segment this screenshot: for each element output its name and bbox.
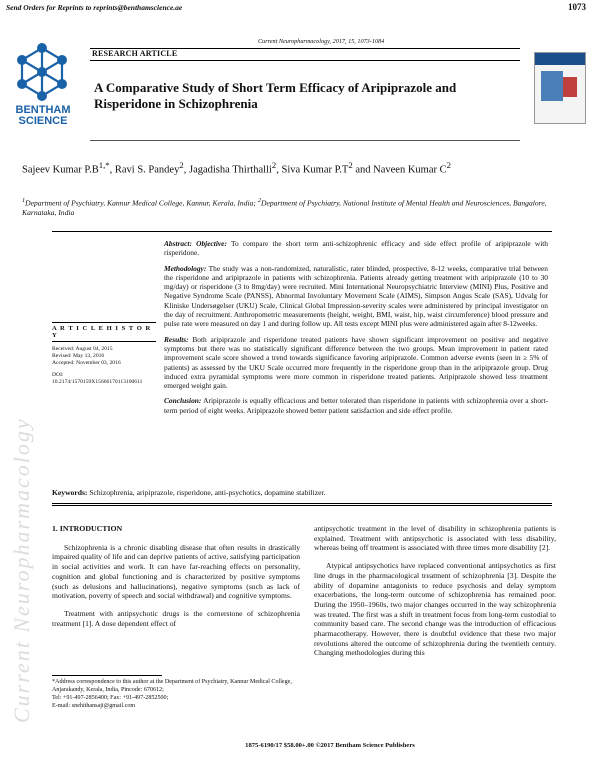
correspondence-footnote [52, 678, 300, 710]
affiliation-2: Department of Psychiatry, National Institute of Mental Health and Neurosciences, Bangalore, Karnataka, India [22, 198, 547, 218]
article-type: RESEARCH ARTICLE [92, 49, 178, 58]
keywords [52, 488, 552, 497]
conclusion-label: Conclusion: [164, 396, 202, 406]
journal-watermark: Current Neuropharmacology [9, 417, 34, 723]
author-name: Jagadisha Thirthalli [188, 164, 272, 176]
body-paragraph: Treatment with antipsychotic drugs is the cornerstone of schizophrenia treatment [1]. A dose dependent effect of [52, 608, 300, 628]
abstract-methodology [164, 264, 548, 329]
doi-label: DOI: [52, 372, 64, 378]
body-paragraph: antipsychotic treatment in the level of disability in schizophrenia patients is explained. Treatment with antipsychotic is associated with less disability, whereas being off treatment is associated with three times more disability [2]. [314, 524, 556, 553]
author-separator: and [352, 164, 374, 176]
reprints-notice: Send Orders for Reprints to reprints@benthamscience.ae [6, 3, 183, 12]
affiliation-1: Department of Psychiatry, Kannur Medical College, Kannur, Kerala, India; [25, 198, 258, 208]
results-text: Both aripiprazole and risperidone treated patients have shown significant improvement on positive and negative symptoms but there was no statistically significant difference between the two groups. Mean improvement in patient rated improvement scale score showed a trend towards significance favoring aripiprazole. Common adverse events (seen in ≥ 5% of patients) as assessed by the UKU Scale occurred more frequently in the risperidone group than in the aripiprazole group. Drug induced extra pyramidal symptoms were more common in risperidone treated patients. Aripiprazole showed less treatment emerged weight gain. [164, 334, 548, 391]
article-history [52, 322, 156, 386]
revised-date: Revised: May 13, 2016 [52, 353, 105, 359]
article-history-heading: A R T I C L E H I S T O R Y [52, 322, 156, 342]
abstract [164, 239, 548, 421]
conclusion-text: Aripiprazole is equally efficacious and better tolerated than risperidone in patients with schizophrenia over a short-term period of eight weeks. Aripiprazole showed better patient satisfaction and side effect profile. [164, 396, 548, 415]
journal-cover-image [534, 52, 586, 124]
author-sup: 1,* [98, 160, 110, 170]
author-separator: , [276, 164, 282, 176]
article-title: A Comparative Study of Short Term Efficacy of Aripiprazole and Risperidone in Schizophrenia [94, 80, 457, 111]
publisher-logo-text [4, 105, 82, 127]
page-number: 1073 [568, 2, 586, 12]
footnote-phone: Tel: +91-497-2856400; Fax: +91-497-2852500; [52, 695, 169, 701]
author-sup: 2 [348, 160, 353, 170]
author-name: Ravi S. Pandey [114, 164, 180, 176]
logo-line-1: BENTHAM [15, 104, 71, 116]
methodology-label: Methodology: [164, 263, 207, 273]
affil-sup: 1 [22, 197, 26, 204]
page-footer: 1875-6190/17 $58.00+.00 ©2017 Bentham Science Publishers [245, 742, 415, 749]
affil-sup: 2 [257, 197, 261, 204]
body-column-left [52, 524, 300, 636]
footnote-address: *Address correspondence to this author at the Department of Psychiatry, Kannur Medical College, Anjarakandy, Kerala, India, Pincode: 670612; [52, 679, 292, 693]
doi [52, 372, 156, 386]
objective-label: Abstract: Objective: [164, 239, 227, 248]
author-sup: 2 [179, 160, 184, 170]
divider [52, 503, 552, 504]
author-name: Siva Kumar P.T [281, 164, 349, 176]
accepted-date: Accepted: November 03, 2016 [52, 360, 121, 366]
author-separator: , [183, 164, 189, 176]
author-sup: 2 [271, 160, 277, 170]
abstract-results [164, 335, 548, 391]
history-dates [52, 346, 156, 367]
body-paragraph: Atypical antipsychotics have replaced conventional antipsychotics as first line drugs in the pharmacological treatment of schizophrenia [3]. Despite the ability of dopamine antagonists to reduce psychosis and delay symptom exacerbations, the long-term outcome of schizophrenia has remained poor. During the 1950–1960s, two major changes occurred in the way schizophrenia was treated. The first was a shift in treatment focus from long-term custodial to community based care. The second change was the introduction of efficacious pharmacotherapy. However, there is doubtful evidence that these two major revolutions altered the outcome of schizophrenia during the twentieth century. Changing methodologies during this [314, 561, 556, 658]
author-sup: 2 [446, 160, 451, 170]
methodology-text: The study was a non-randomized, naturalistic, rater blinded, prospective, 8-12 weeks, comparative trial between the risperidone and aripiprazole in patients with schizophrenia. Patients already getting treatment with aripiprazole (10 to 30 mg/day) or risperidone (3 to 8mg/day) were recruited. Mini International Neuropsychiatric Interview (MINI) Plus, Positive and Negative Syndrome Scale (PANSS), Abnormal Involuntary Movement Scale (AIMS), Simpson Angus Scale (SAS), Udvalg for Kliniske Undersøgelser (UKU) Scale, Clinical Global Impression-severity scales were administered by principal investigator on the day of recruitment. Anthropometric measurements (height, weight, BMI, waist, hip, waist circumference) blood pressure and pulse rate were measured on day 1 and during follow up. All tests except MINI plus were administered again after 8-12weeks. [164, 263, 548, 329]
body-paragraph: Schizophrenia is a chronic disabling disease that often results in drastically impaired quality of life and can deprive patients of active, satisfying participation in social activities and work. It can have far-reaching effects on personality, cognition and global functioning and is characterized by positive symptoms (such as delusions and hallucinations), negative symptoms (such as lack of motivation, poverty of speech and social withdrawal) and cognitive symptoms. [52, 542, 300, 601]
divider [52, 231, 552, 232]
divider [90, 140, 520, 141]
author-separator: , [109, 164, 115, 176]
received-date: Received: August 04, 2015 [52, 346, 113, 352]
objective-text: To compare the short term anti-schizophrenic efficacy and side effect profile of aripiprazole with risperidone. [164, 239, 548, 258]
footnote-divider [52, 675, 162, 676]
doi-link[interactable]: 10.2174/1570159X15666170113100611 [52, 379, 143, 385]
footnote-email[interactable]: E-mail: snehithansaji@gmail.com [52, 703, 136, 709]
author-name: Naveen Kumar C [373, 164, 447, 176]
section-heading: 1. INTRODUCTION [52, 524, 123, 533]
divider [52, 505, 552, 506]
results-label: Results: [164, 334, 189, 344]
keywords-label: Keywords: [52, 488, 88, 497]
journal-citation: Current Neuropharmacology, 2017, 15, 1073-1084 [258, 38, 385, 45]
author-name: Sajeev Kumar P.B [22, 164, 99, 176]
abstract-objective [164, 239, 548, 258]
keywords-text: Schizophrenia, aripiprazole, risperidone, anti-psychotics, dopamine stabilizer. [87, 488, 326, 497]
author-list [22, 160, 582, 176]
abstract-conclusion [164, 396, 548, 415]
divider [90, 60, 520, 61]
body-column-right [314, 524, 556, 666]
logo-line-2: SCIENCE [18, 115, 68, 127]
affiliations [22, 196, 578, 218]
